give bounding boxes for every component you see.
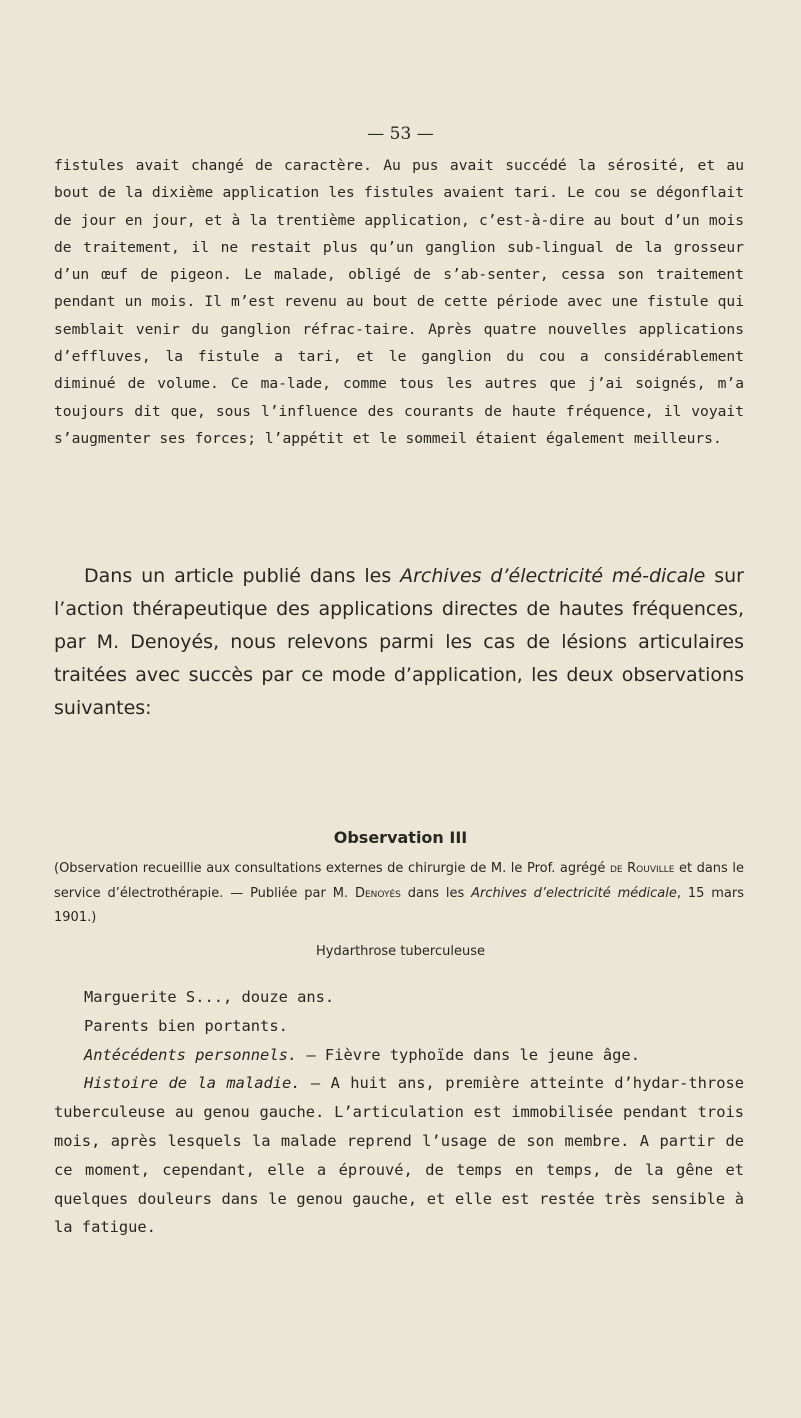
antecedents-label: Antécédents personnels.: [84, 1045, 298, 1064]
observation-source-note: [54, 857, 744, 931]
page-number: — 53 —: [367, 124, 434, 144]
observation-subtitle: Hydarthrose tuberculeuse: [316, 944, 485, 959]
note-name-rouville: de Rouville: [609, 861, 675, 876]
note-text-c: dans les: [400, 885, 472, 901]
note-text-d: , 15 mars 1901.): [54, 885, 745, 925]
note-name-denoyes: Denoyés: [354, 885, 401, 901]
case-patient: Marguerite S..., douze ans.: [84, 988, 335, 1006]
note-text-a: (Observation recueillie aux consultations externes de chirurgie de M. le Prof. agrégé: [54, 861, 610, 876]
para2-text-b: sur l’action thérapeutique des applications directes de hautes fréquences, par M. Denoyés, nous relevons parmi les cas de lésions articulaires traitées avec succès par ce mode d’application, les deux observations suivantes:: [54, 565, 744, 719]
case-history: [54, 1069, 744, 1242]
observation-title: Observation III: [333, 828, 468, 847]
journal-title: Archives d’électricité mé-dicale: [400, 565, 706, 587]
history-text: — A huit ans, première atteinte d’hydar-throse tuberculeuse au genou gauche. L’articulation est immobilisée pendant trois mois, après lesquels la malade reprend l’usage de son membre. A partir de ce moment, cependant, elle a éprouvé, de temps en temps, de la gêne et quelques douleurs dans le genou gauche, et elle est restée très sensible à la fatigue.: [54, 1074, 744, 1237]
history-label: Histoire de la maladie.: [84, 1074, 301, 1093]
case-parents: Parents bien portants.: [84, 1016, 288, 1035]
para2-text-a: Dans un article publié dans les: [84, 565, 401, 587]
note-text-b: et dans le service d’électrothérapie. — Publiée par M.: [54, 861, 744, 901]
paragraph-article-intro: [54, 560, 744, 725]
antecedents-text: — Fièvre typhoïde dans le jeune âge.: [297, 1045, 640, 1064]
case-report: [54, 983, 744, 1242]
paragraph-continued: fistules avait changé de caractère. Au pus avait succédé la sérosité, et au bout de la dixième application les fistules avaient tari. Le cou se dégonflait de jour en jour, et à la trentième application, c’est-à-dire au bout d’un mois de traitement, il ne restait plus qu’un ganglion sub-lingual de la grosseur d’un œuf de pigeon. Le malade, obligé de s’ab-senter, cessa son traitement pendant un mois. Il m’est revenu au bout de cette période avec une fistule qui semblait venir du ganglion réfrac-taire. Après quatre nouvelles applications d’effluves, la fistule a tari, et le ganglion du cou a considérablement diminué de volume. Ce ma-lade, comme tous les autres que j’ai soignés, m’a toujours dit que, sous l’influence des courants de haute fréquence, il voyait s’augmenter ses forces; l’appétit et le sommeil étaient également meilleurs.: [54, 157, 744, 447]
case-antecedents: [54, 1041, 744, 1070]
note-journal: Archives d’electricité médicale: [471, 885, 677, 901]
